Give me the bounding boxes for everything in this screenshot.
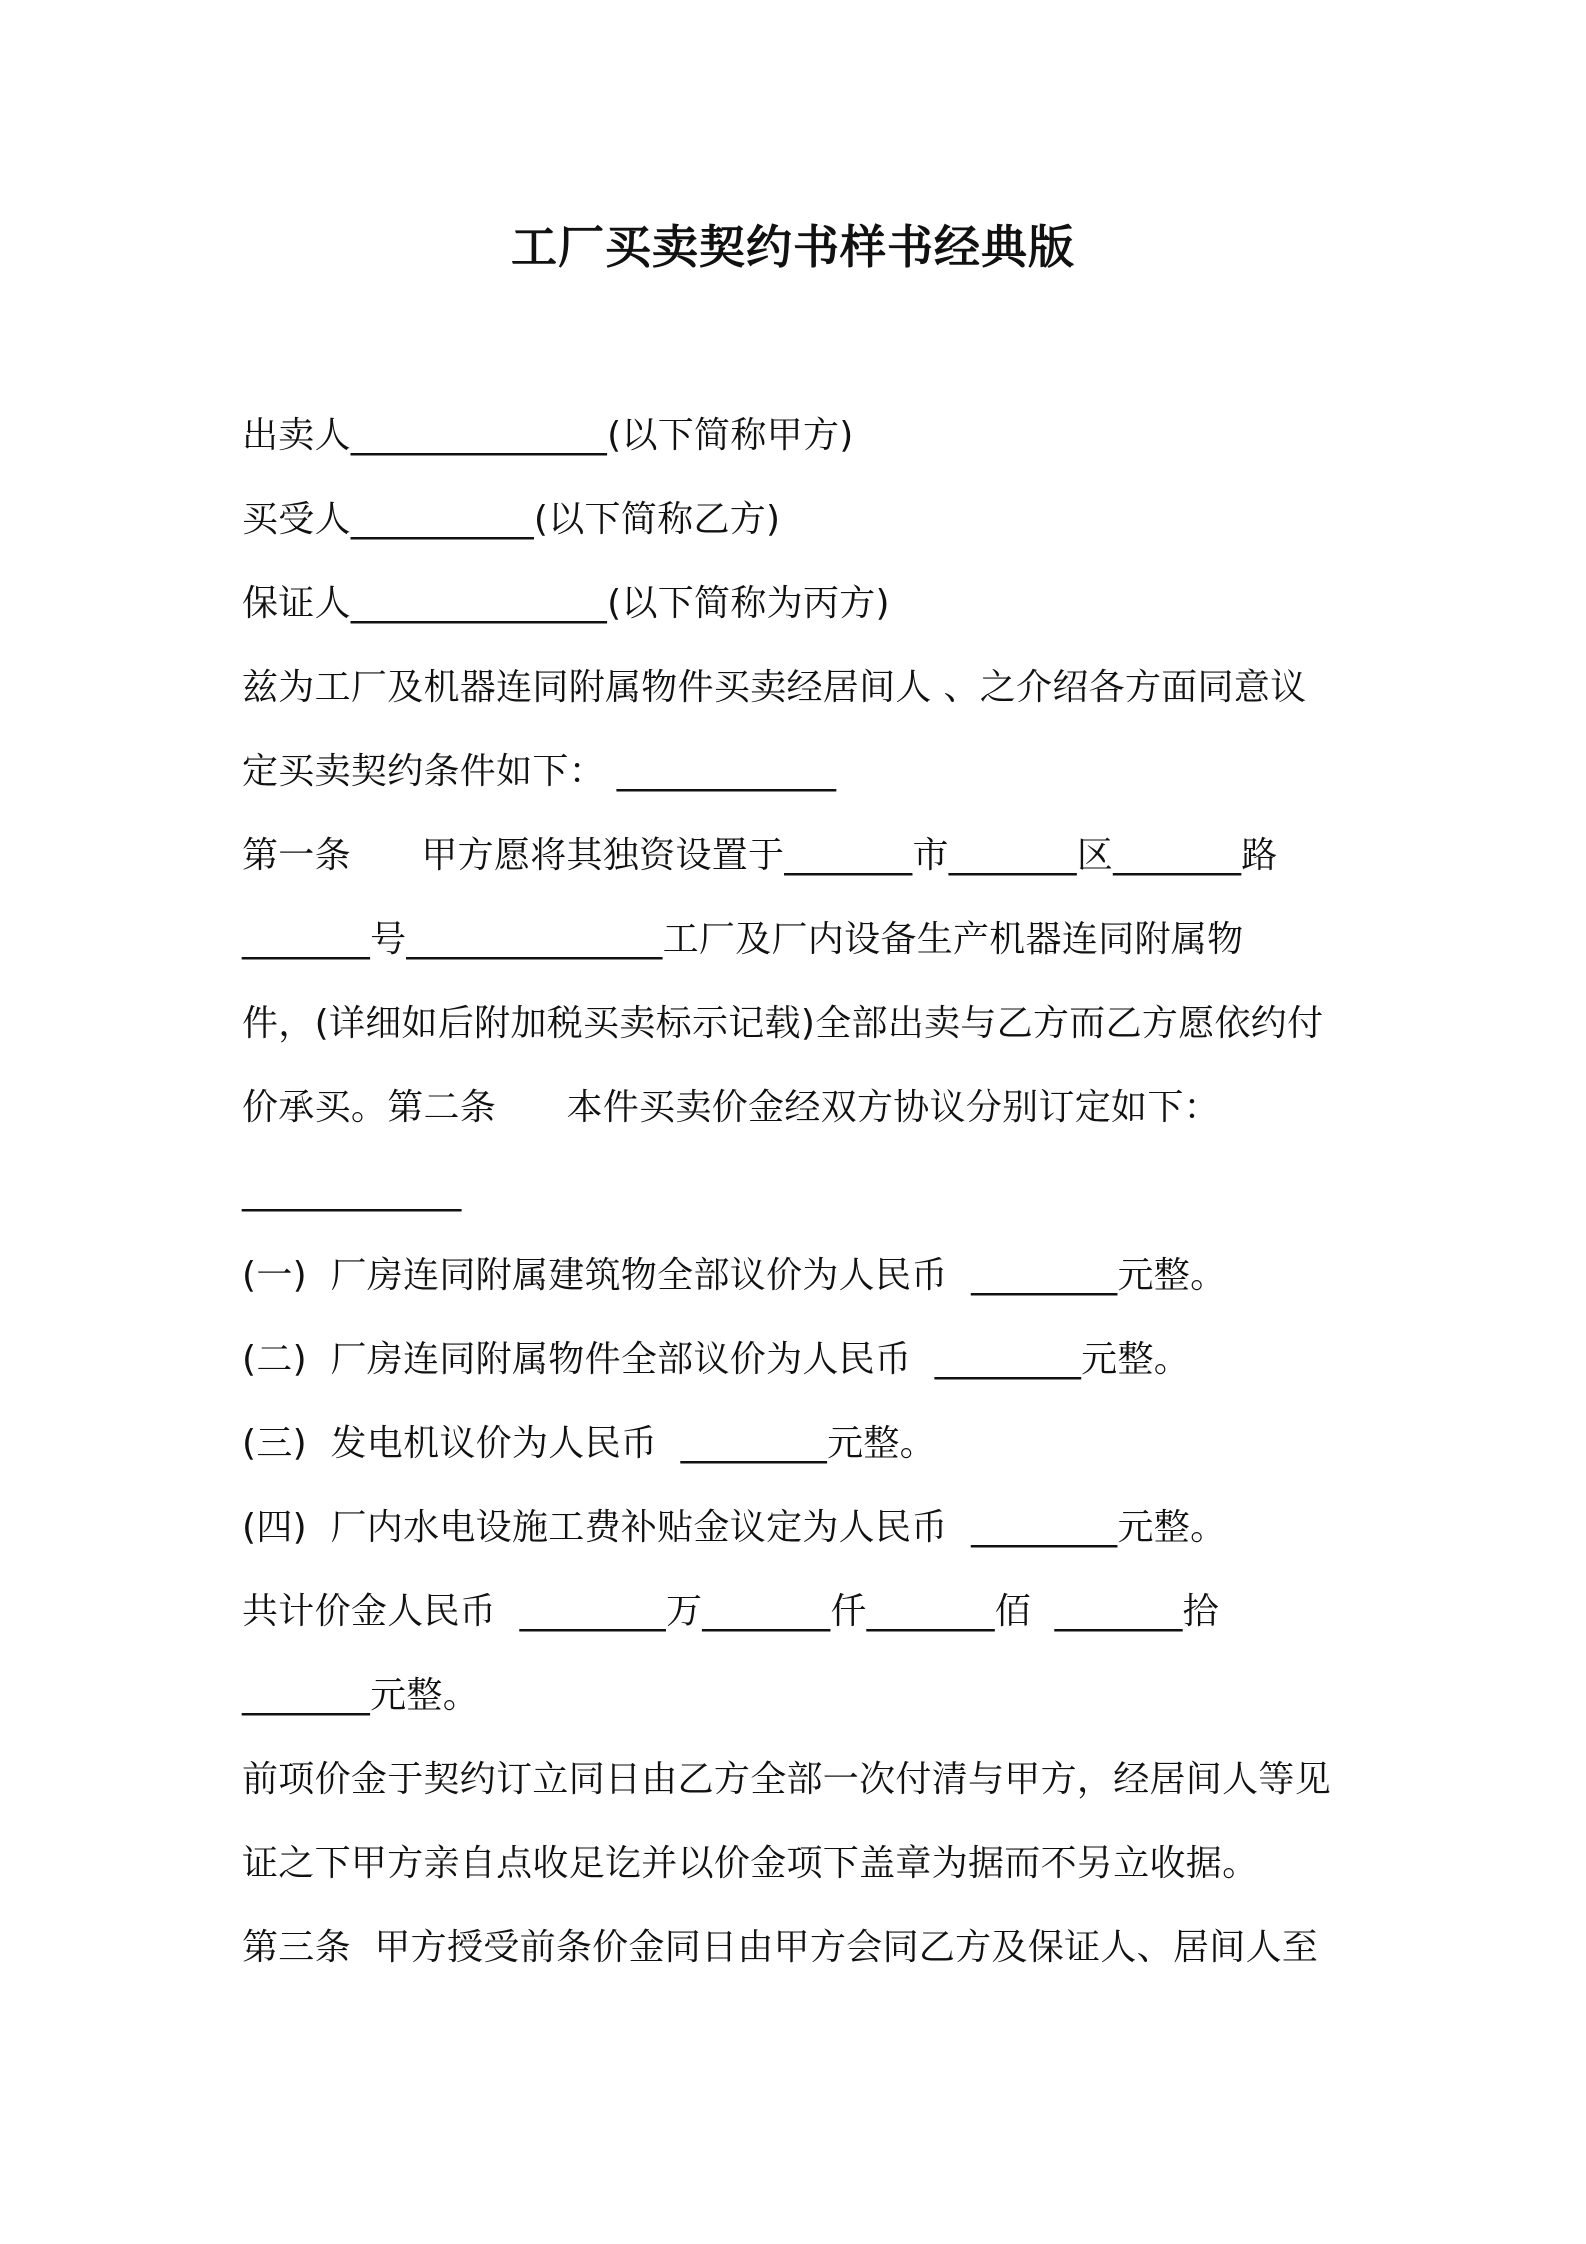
price-item-1: (一) 厂房连同附属建筑物全部议价为人民币 ________元整。	[242, 1255, 1227, 1296]
document-title: 工厂买卖契约书样书经典版	[511, 220, 1075, 274]
guarantor-line: 保证人______________(以下简称为丙方)	[242, 583, 890, 624]
price-item-2: (二) 厂房连同附属物件全部议价为人民币 ________元整。	[242, 1339, 1191, 1380]
article-1-line-1: 第一条 甲方愿将其独资设置于_______市_______区_______路	[242, 835, 1278, 876]
price-item-4: (四) 厂内水电设施工费补贴金议定为人民币 ________元整。	[242, 1507, 1227, 1548]
article-1-line-2: _______号______________工厂及厂内设备生产机器连同附属物	[242, 919, 1244, 960]
payment-line-1: 前项价金于契约订立同日由乙方全部一次付清与甲方，经居间人等见	[242, 1759, 1332, 1800]
payment-line-2: 证之下甲方亲自点收足讫并以价金项下盖章为据而不另立收据。	[242, 1843, 1259, 1884]
buyer-line: 买受人__________(以下简称乙方)	[242, 499, 781, 540]
total-price-line-1: 共计价金人民币 ________万_______仟_______佰 _______拾	[242, 1591, 1219, 1632]
preamble-line-1: 兹为工厂及机器连同附属物件买卖经居间人 、之介绍各方面同意议	[242, 667, 1307, 708]
preamble-line-2: 定买卖契约条件如下： ____________	[242, 751, 837, 792]
article-2-line-1: 价承买。第二条 本件买卖价金经双方协议分别订定如下：	[242, 1087, 1220, 1128]
seller-line: 出卖人______________(以下简称甲方)	[242, 415, 854, 456]
article-1-line-3: 件，(详细如后附加税买卖标示记载)全部出卖与乙方而乙方愿依约付	[242, 1003, 1324, 1044]
article-2-blank: ____________	[242, 1171, 462, 1212]
total-price-line-2: _______元整。	[242, 1675, 479, 1716]
article-3-line-1: 第三条 甲方授受前条价金同日由甲方会同乙方及保证人、居间人至	[242, 1927, 1319, 1968]
price-item-3: (三) 发电机议价为人民币 ________元整。	[242, 1423, 936, 1464]
